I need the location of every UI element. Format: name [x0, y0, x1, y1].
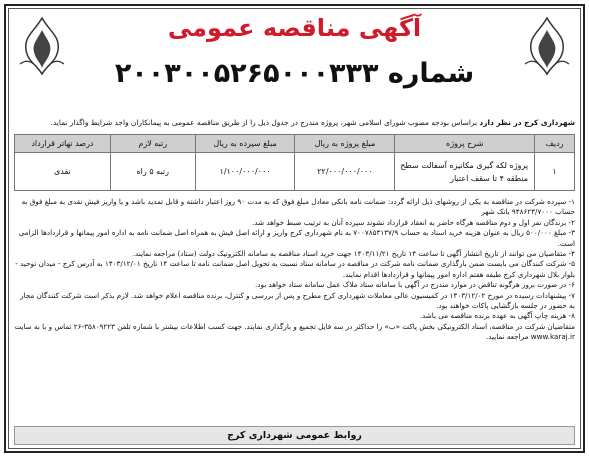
term-item: متقاضیان شرکت در مناقصه، اسناد الکترونیکی بخش پاکت «ب» را حداکثر در سه فایل تجمیع و بارگذاری نمایند. جهت کسب اطلاعات بیشتر با شماره تلفن ۳۵۸۰۹۲۲۳-۲۶ تماس و با به سایت www.karaj.ir مراجعه نمایید.	[14, 321, 575, 342]
cell-row-number: ۱	[535, 153, 575, 191]
tender-number: شماره ۲۰۰۳۰۰۵۲۶۵۰۰۰۳۳۳	[114, 58, 475, 89]
table-row	[15, 153, 575, 191]
term-item: ۶- در صورت بروز هرگونه تناقض در موارد مندرج در آگهی با سامانه ستاد ملاک عمل سامانه ستاد خواهد بود.	[255, 280, 575, 290]
tender-table	[14, 134, 575, 191]
cell-description: پروژه لکه گیری مکانیزه آسفالت سطح منطقه ۴ تا سقف اعتبار	[395, 153, 535, 191]
cell-required-grade: رتبه ۵ راه	[110, 153, 195, 191]
term-item: ۵- شرکت کنندگان می بایست ضمن بارگذاری ضمانت نامه شرکت در مناقصه در سامانه ستاد نسبت به تحویل اصل ضمانت نامه تا ساعت ۱۴ تاریخ ۱۴۰۳/۱۲/۰۱ به آدرس کرج - میدان توحید - بلوار بلال شهرداری کرج طبقه هفتم اداره امور پیمانها و قراردادها اقدام نمایند.	[15, 259, 575, 279]
cell-project-amount: ۲۲/۰۰۰/۰۰۰/۰۰۰	[295, 153, 395, 191]
intro-text: براساس بودجه مصوب شورای اسلامی شهر، پروژه مندرج در جدول ذیل را از طریق مناقصه عمومی به پیمانکاران واجد شرایط واگذار نماید.	[50, 118, 480, 127]
header-project-amount: مبلغ پروژه به ریال	[295, 135, 395, 153]
term-item: ۳- مبلغ ۵۰۰/۰۰۰ ریال به عنوان هزینه خرید اسناد به حساب ۷۰۰۷۸۵۳۱۳۷/۹ به نام شهرداری کرج واریز و ارائه اصل فیش به همراه اصل ضمانت نامه به اداره امور پیمانها و قراردادها الزامی است.	[18, 228, 575, 248]
term-item: ۷- پیشنهادات رسیده در مورخ ۱۴۰۳/۱۲/۰۲ در کمیسیون عالی معاملات شهرداری کرج مطرح و پس از بررسی و کنترل، برنده مناقصه اعلام خواهد شد. لازم بذکر است شرکت کنندگان مجاز به حضور در جلسه بازگشایی پاکات خواهند بود.	[20, 290, 575, 311]
cell-barter-percent: نقدی	[15, 153, 111, 191]
header-row-number: ردیف	[535, 135, 575, 153]
header-required-grade: رتبه لازم	[110, 135, 195, 153]
term-item: ۱- سپرده شرکت در مناقصه به یکی از روشهای ذیل ارائه گردد: ضمانت نامه بانکی معادل مبلغ فوق که به مدت ۹۰ روز اعتبار داشته و قابل تمدید باشد و یا واریز فیش نقدی به مبلغ فوق به حساب ۹۴۸۶۲۳/۷۰۰۰ بانک شهر	[21, 197, 575, 217]
header-deposit-amount: مبلغ سپرده به ریال	[195, 135, 295, 153]
header-description: شرح پروژه	[395, 135, 535, 153]
term-item: ۲- برندگان نفر اول و دوم مناقصه هرگاه حاضر به انعقاد قرارداد نشوند سپرده آنان به ترتیب ضبط خواهد شد.	[252, 217, 575, 227]
term-item: ۴- متقاضیان می توانند از تاریخ انتشار آگهی تا ساعت ۱۴ تاریخ ۱۴۰۳/۱۱/۲۱ جهت خرید اسناد مناقصه به سامانه الکترونیک دولت (ستاد) مراجعه نمایند.	[132, 249, 575, 259]
header-barter-percent: درصد تهاتر قرارداد	[15, 135, 111, 153]
notice-title: آگهی مناقصه عمومی	[167, 14, 422, 42]
term-item: ۸- هزینه چاپ آگهی به عهده برنده مناقصه می باشد.	[419, 311, 575, 321]
terms-list	[13, 197, 575, 343]
intro-bold: شهرداری کرج در نظر دارد	[479, 118, 575, 127]
intro-paragraph	[13, 117, 575, 128]
signature-bar: روابط عمومی شهرداری کرج	[14, 426, 575, 445]
cell-deposit-amount: ۱/۱۰۰/۰۰۰/۰۰۰	[195, 153, 295, 191]
table-header-row	[15, 135, 575, 153]
